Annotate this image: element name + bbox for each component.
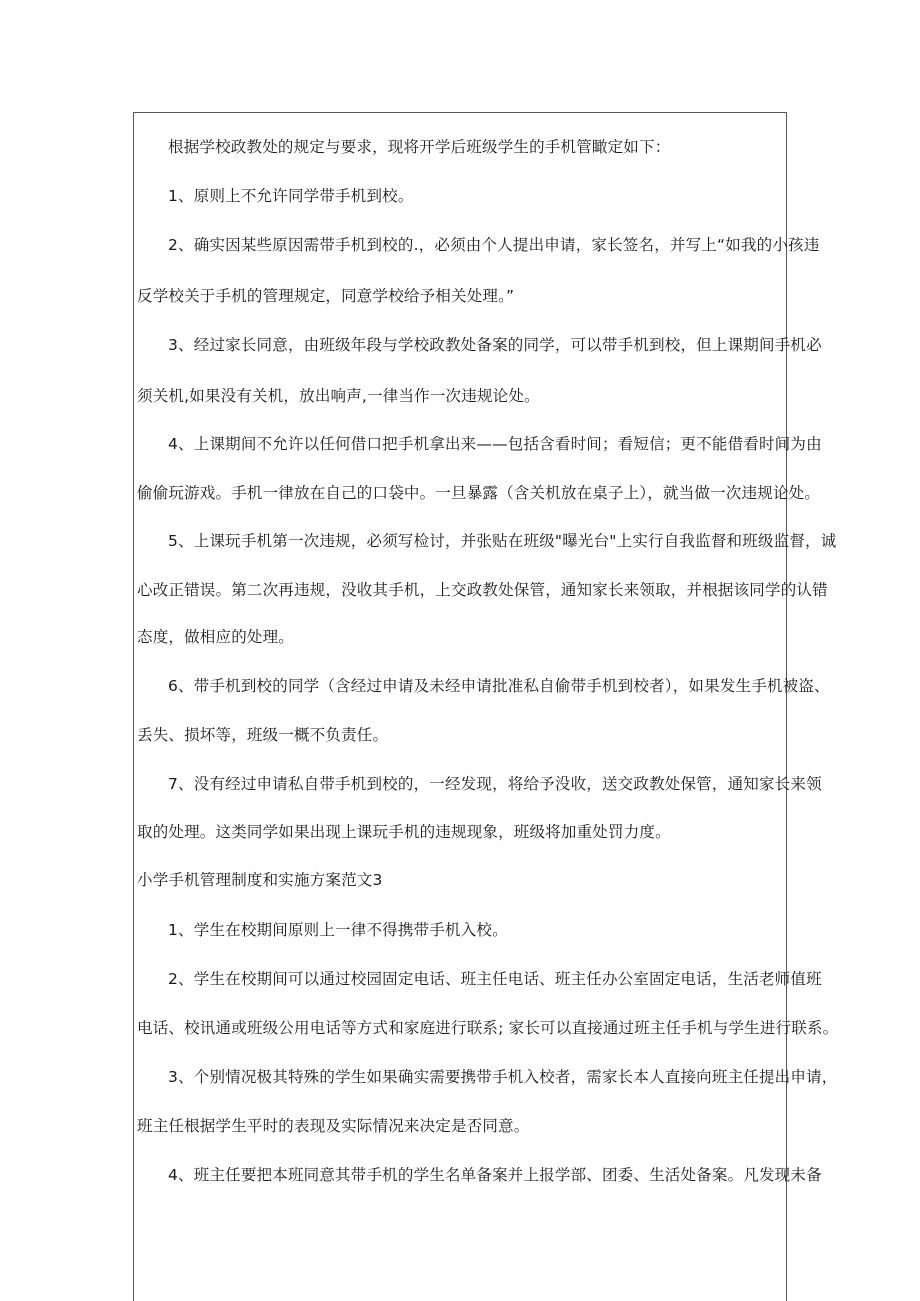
section3-rule-4-line-1: 4、班主任要把本班同意其带手机的学生名单备案并上报学部、团委、生活处备案。凡发现未备 xyxy=(168,1166,822,1184)
rule-5-line-2: 心改正错误。第二次再违规，没收其手机，上交政教处保管，通知家长来领取，并根据该同学的认错 xyxy=(137,581,828,599)
rule-4-line-1: 4、上课期间不允许以任何借口把手机拿出来——包括含看时间；看短信；更不能借看时间为由 xyxy=(168,435,822,453)
section3-rule-1: 1、学生在校期间原则上一律不得携带手机入校。 xyxy=(168,921,508,939)
section3-rule-2-line-1: 2、学生在校期间可以通过校园固定电话、班主任电话、班主任办公室固定电话，生活老师值班 xyxy=(168,970,822,988)
section3-rule-3-line-2: 班主任根据学生平时的表现及实际情况来决定是否同意。 xyxy=(137,1117,530,1135)
rule-7-line-1: 7、没有经过申请私自带手机到校的，一经发现，将给予没收，送交政教处保管，通知家长来领 xyxy=(168,775,822,793)
rule-6-line-2: 丢失、损坏等，班级一概不负责任。 xyxy=(137,726,389,744)
rule-1: 1、原则上不允许同学带手机到校。 xyxy=(168,187,414,205)
rule-5-line-3: 态度，做相应的处理。 xyxy=(137,628,295,646)
rule-3-line-1: 3、经过家长同意，由班级年段与学校政教处备案的同学，可以带手机到校，但上课期间手机必 xyxy=(168,336,822,354)
rule-3-line-2: 须关机,如果没有关机，放出响声,一律当作一次违规论处。 xyxy=(137,387,540,405)
section3-rule-2-line-2: 电话、校讯通或班级公用电话等方式和家庭进行联系; 家长可以直接通过班主任手机与学生进行联系。 xyxy=(137,1019,839,1037)
rule-7-line-2: 取的处理。这类同学如果出现上课玩手机的违规现象，班级将加重处罚力度。 xyxy=(137,823,671,841)
rule-4-line-2: 偷偷玩游戏。手机一律放在自己的口袋中。一旦暴露（含关机放在桌子上），就当做一次违规论处。 xyxy=(137,484,821,502)
section3-rule-3-line-1: 3、个别情况极其特殊的学生如果确实需要携带手机入校者，需家长本人直接向班主任提出申请， xyxy=(168,1068,838,1086)
rule-2-line-1: 2、确实因某些原因需带手机到校的.，必须由个人提出申请，家长签名，并写上“如我的小孩违 xyxy=(168,236,820,254)
rule-5-line-1: 5、上课玩手机第一次违规，必须写检讨，并张贴在班级"曝光台"上实行自我监督和班级监督，诚 xyxy=(168,532,837,550)
intro-paragraph: 根据学校政教处的规定与要求，现将开学后班级学生的手机管瞰定如下： xyxy=(168,138,671,156)
rule-6-line-1: 6、带手机到校的同学（含经过申请及未经申请批准私自偷带手机到校者），如果发生手机被盗、 xyxy=(168,677,830,695)
section-heading: 小学手机管理制度和实施方案范文3 xyxy=(137,871,383,889)
rule-2-line-2: 反学校关于手机的管理规定，同意学校给予相关处理。” xyxy=(137,287,515,305)
